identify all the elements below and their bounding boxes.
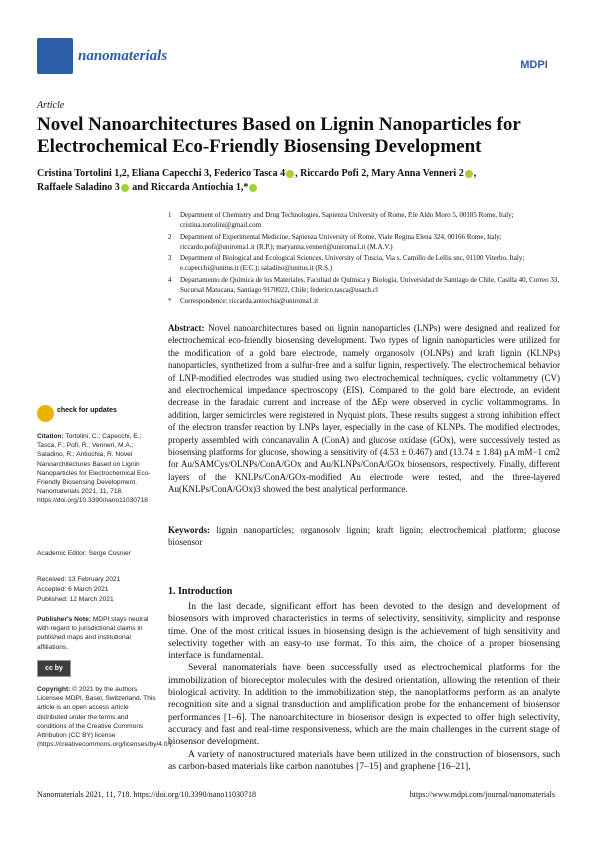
author[interactable]: Mary Anna Venneri 2 [371, 168, 464, 179]
author[interactable]: Raffaele Saladino 3 [37, 182, 120, 193]
introduction-body [168, 601, 560, 773]
author[interactable]: and Riccarda Antiochia 1,* [129, 182, 249, 193]
copyright-text: © 2021 by the authors. Licensee MDPI, Basel, Switzerland. This article is an open access article distributed under the terms and conditions of the Creative Commons Attribution (CC BY) license (https://creativecommons.org/licenses/by/4.0/). [37, 686, 174, 749]
author[interactable]: Federico Tasca 4 [213, 168, 286, 179]
received-date: Received: 13 February 2021 [37, 576, 121, 583]
orcid-icon[interactable] [249, 184, 257, 192]
keywords-text: lignin nanoparticles; organosolv lignin; kraft lignin; electrochemical platform; glucose biosensor [168, 525, 560, 548]
published-date: Published: 12 March 2021 [37, 596, 114, 603]
check-updates-label: check for updates [57, 407, 117, 414]
orcid-icon[interactable] [121, 184, 129, 192]
paragraph: In the last decade, significant effort has been devoted to the design and development of biosensors with improved characteristics in terms of selectivity, sensitivity, simplicity and response time. One of the most critical issues in biosensing design is the achievement of high sensitivity and selectivity together with an easy-to use format. To this aim, the choice of a proper biosensing interface is fundamental. [168, 601, 560, 662]
author[interactable]: , Riccardo Pofi 2, [295, 168, 372, 179]
keywords-label: Keywords: [168, 525, 210, 535]
abstract-text: Novel nanoarchitectures based on lignin nanoparticles (LNPs) were designed and realized for electrochemical eco-friendly biosensing development. Two types of lignin nanoparticles were utilized for the modification of a gold bare electrode, namely organosolv (OLNPs) and kraft lignin (KLNPs) nanoparticles, synthetized from a sulfur-free and a sulfur lignin, respectively. The electrochemical behavior of LNP-modified electrodes was studied using two electrochemical techniques, cyclic voltammetry (CV) and electrochemical impedance spectroscopy (EIS). Compared to the gold bare electrode, an evident decrease in the faradaic current and increase of the ΔEp were observed in cyclic voltammograms. In addition, larger semicircles were registered in Nyquist plots. These results suggest a strong inhibition effect of the electron transfer reaction by LNPs layer, especially in the case of KLNPs. The modified electrodes, properly assembled with concanavalin A (ConA) and glucose oxidase (GOx), were successively tested as biosensing platforms for glucose, showing a sensitivity of (4.53 ± 0.467) and (13.74 ± 1.84) μA mM−1 cm2 for Au/SAMCys/OLNPs/ConA/GOx and Au/KLNPs/ConA/GOx biosensors, respectively. Finally, different layers of the KNLPs/ConA/GOx-modified Au electrode were tested, and the three-layered Au(KNLPs/ConA/GOx)3 showed the best analytical performance. [168, 323, 560, 495]
publisher-note-label: Publisher's Note: [37, 616, 91, 623]
citation-label: Citation: [37, 433, 64, 440]
author[interactable]: Cristina Tortolini 1,2, [37, 168, 132, 179]
publisher-logo: MDPI [520, 59, 548, 71]
check-updates-icon [37, 405, 54, 422]
copyright-label: Copyright: [37, 686, 71, 693]
journal-logo-icon [37, 38, 73, 74]
author[interactable]: Eliana Capecchi 3, [131, 168, 214, 179]
accepted-date: Accepted: 6 March 2021 [37, 586, 109, 593]
orcid-icon[interactable] [465, 170, 473, 178]
citation-text[interactable]: Tortolini, C.; Capecchi, E.; Tasca, F.; Pofi, R.; Venneri, M.A.; Saladino, R.; Antiochia, R. Novel Nanoarchitectures Based on Lignin Nanoparticles for Electrochemical Eco-Friendly Biosensing Development. Nanomaterials 2021, 11, 718. https://doi.org/10.3390/nano11030718 [37, 433, 151, 505]
footer-citation: Nanomaterials 2021, 11, 718. https://doi.org/10.3390/nano11030718 [37, 790, 257, 799]
abstract-label: Abstract: [168, 323, 205, 333]
copyright-block [37, 685, 174, 749]
article-type: Article [37, 100, 65, 111]
citation-block [37, 432, 159, 506]
article-title: Novel Nanoarchitectures Based on Lignin Nanoparticles for Electrochemical Eco-Friendly Biosensing Development [37, 114, 521, 157]
affiliation: 1 Department of Chemistry and Drug Technologies, Sapienza University of Rome, P.le Aldo Moro 5, 00185 Rome, Italy; cristina.tortolini@gmail.com [168, 211, 514, 229]
affiliation-list [168, 210, 568, 308]
section-title: 1. Introduction [168, 586, 233, 597]
academic-editor: Academic Editor: Serge Cosnier [37, 550, 131, 557]
journal-name: nanomaterials [78, 48, 168, 64]
footer-journal-link[interactable]: https://www.mdpi.com/journal/nanomaterials [409, 790, 555, 799]
author-list [37, 167, 557, 195]
cc-license-badge[interactable]: cc by [37, 660, 71, 677]
check-for-updates-button[interactable] [37, 405, 132, 425]
affiliation: 2 Department of Experimental Medicine, Sapienza University of Rome, Viale Regina Elena 324, 00166 Rome, Italy; riccardo.pofi@uniroma1.it (R.P.); maryanna.venneri@uniroma1.it (M.A.V.) [168, 232, 502, 251]
affiliation: 3 Department of Biological and Ecological Sciences, University of Tuscia, Via s. Camillo de Lellis snc, 01100 Viterbo, Italy; e.capecchi@unitus.it (E.C.); saladino@unitus.it (R.S.) [168, 254, 525, 273]
abstract [168, 322, 560, 496]
author-separator: , [473, 168, 477, 179]
affiliation: 4 Departamento de Química de los Materiales, Facultad de Química y Biología, Universidad de Santiago de Chile, Casilla 40, Correo 33, Sucursal Matucana, Santiago 9170022, Chile; federico.tasca@usach.cl [168, 275, 560, 294]
publisher-note [37, 615, 159, 652]
paragraph: A variety of nanostructured materials have been utilized in the construction of biosensors, such as carbon-based materials like carbon nanotubes [7–15] and graphene [16–21], [168, 748, 560, 772]
orcid-icon[interactable] [286, 170, 294, 178]
correspondence: * Correspondence: riccarda.antiochia@uniroma1.it [168, 297, 319, 306]
keywords [168, 524, 560, 549]
publisher-note-text: MDPI stays neutral with regard to jurisdictional claims in published maps and institutional affiliations. [37, 616, 149, 651]
paragraph: Several nanomaterials have been successfully used as electrochemical platforms for the immobilization of bioreceptor molecules with the desired orientation, allowing the retention of their biological activity. In addition to the immobilization step, the nanoplatforms perform as an analyte recognition site and a signal transduction and amplification probe for the enhancement of biosensor performances [1–6]. The nanoarchitecture in biosensor design is expected to offer high selectivity, accuracy and fast and real-time responsiveness, which are the main challenges in the current stage of biosensor development. [168, 662, 560, 748]
